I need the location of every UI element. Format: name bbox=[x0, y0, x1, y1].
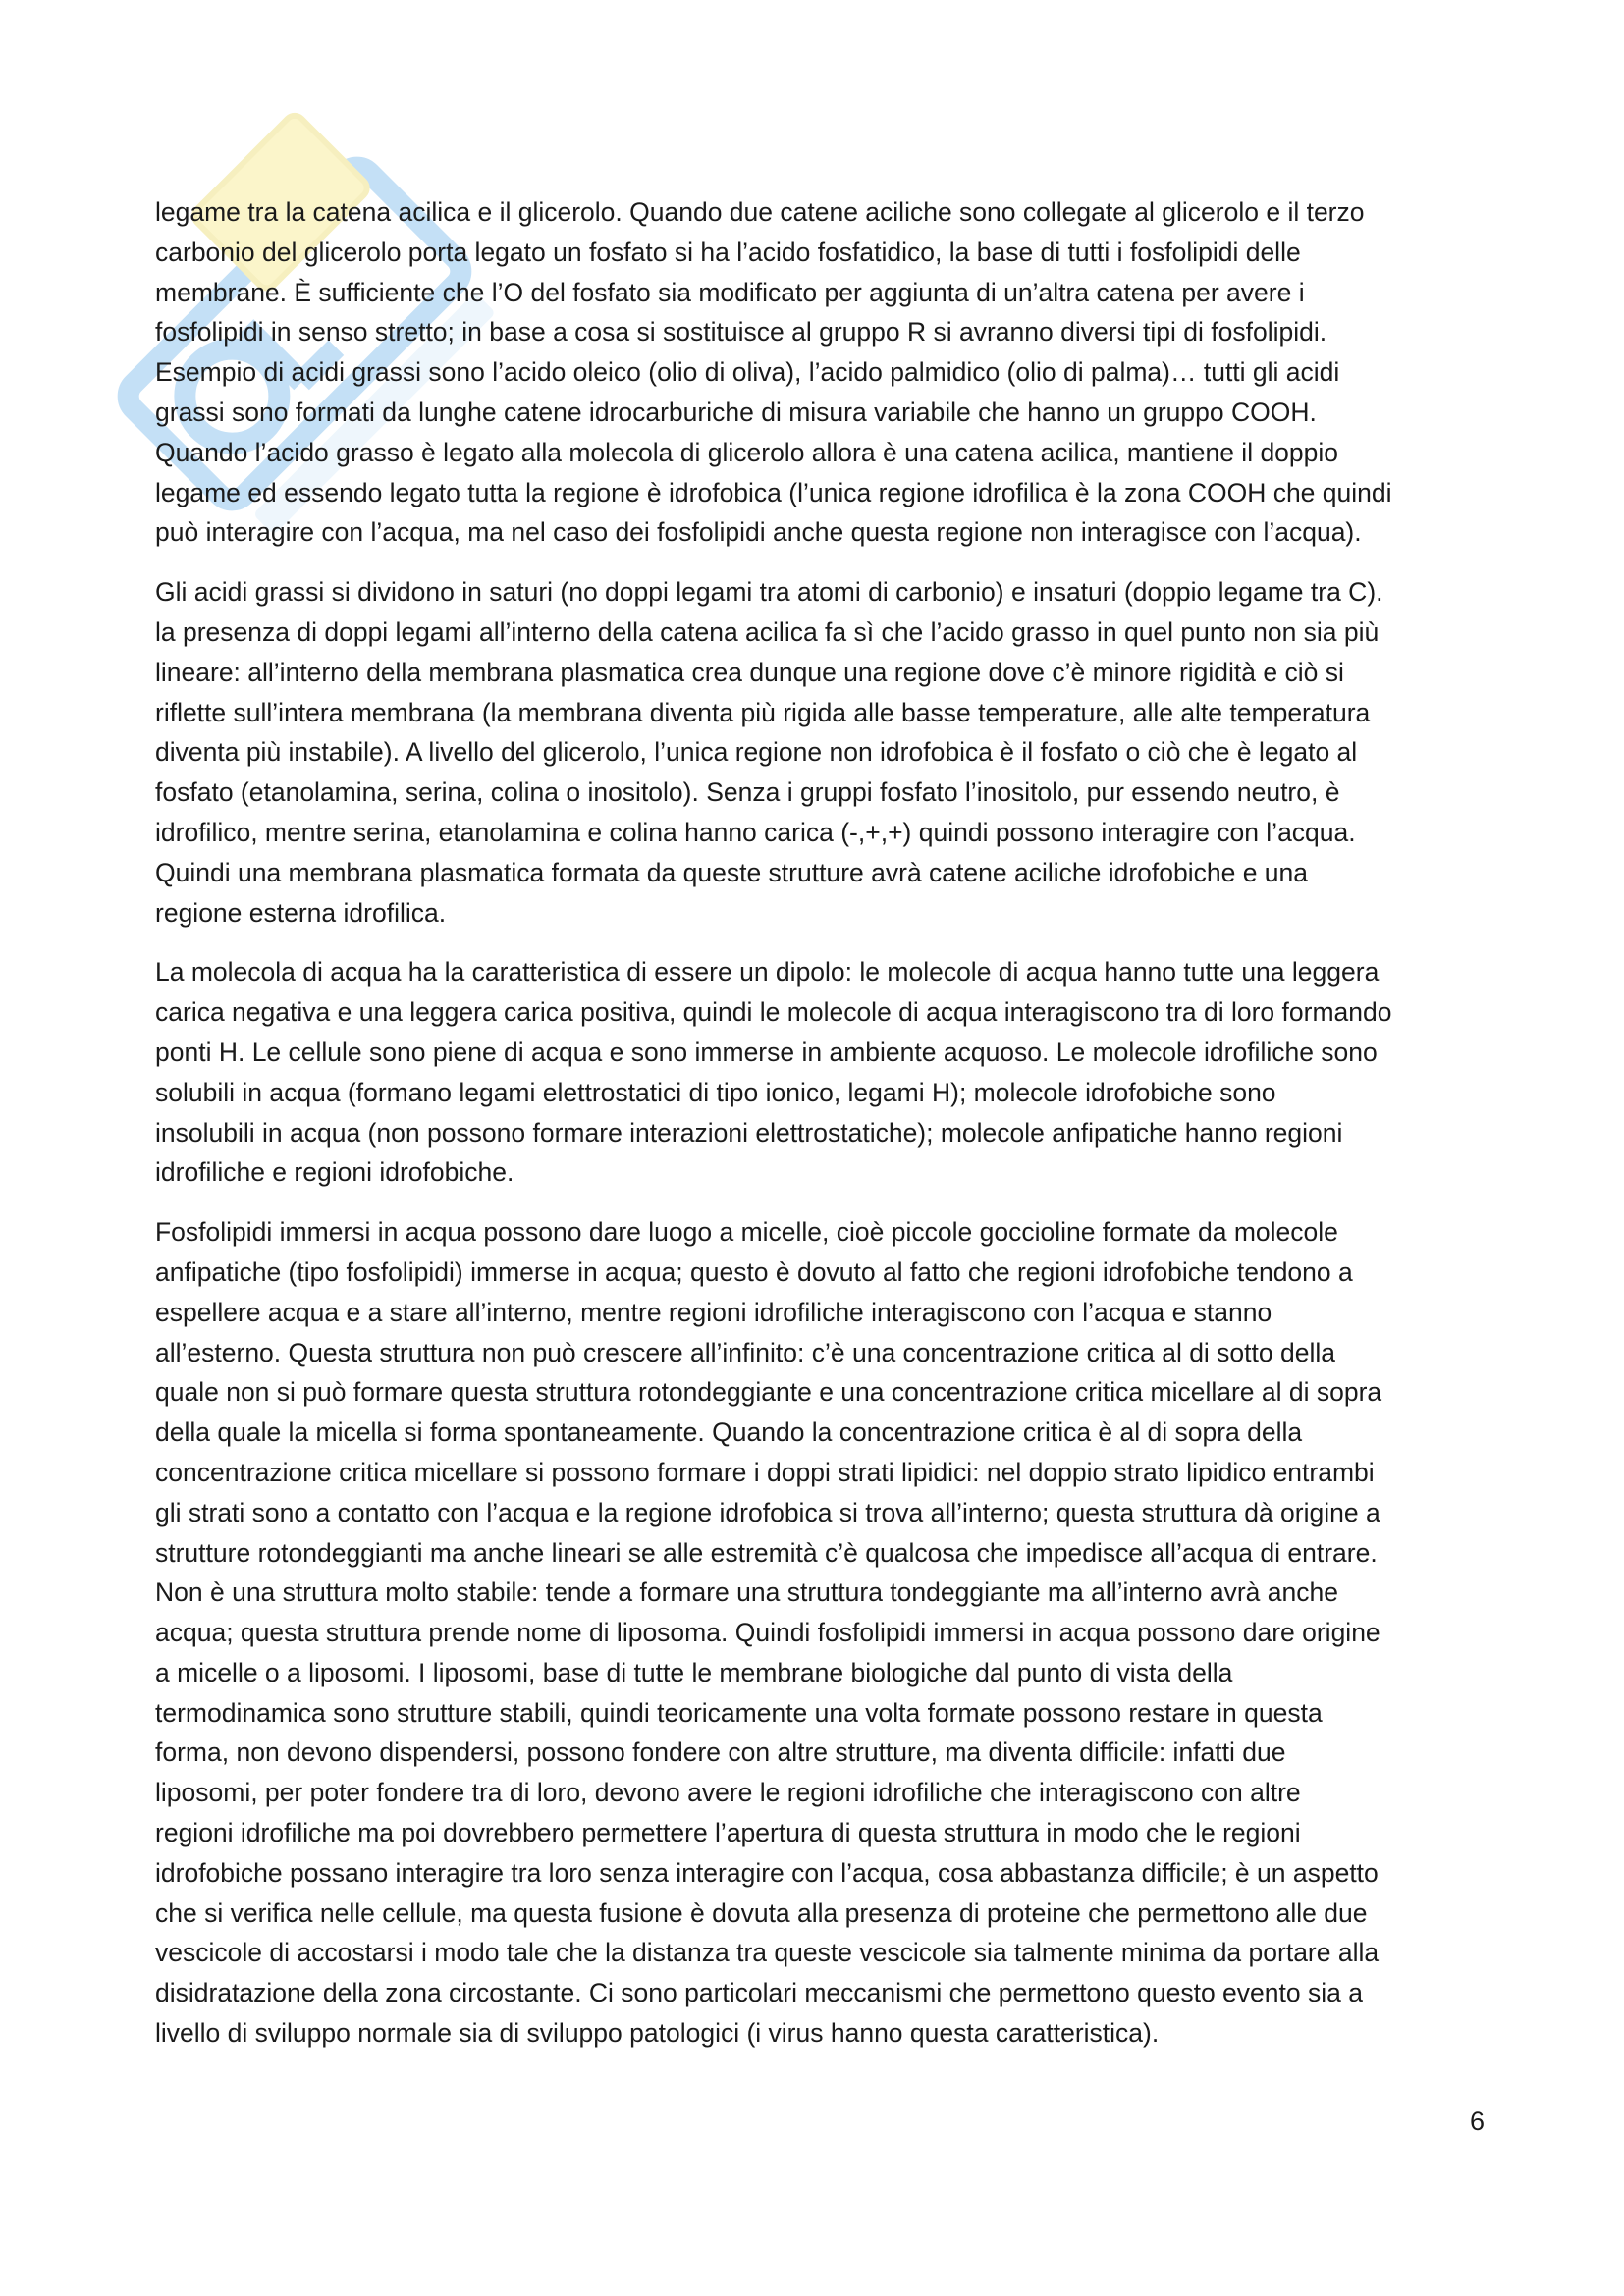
text-line: membrane. È sufficiente che l’O del fosfato sia modificato per aggiunta di un’altra catena per avere i bbox=[155, 277, 1305, 307]
text-line: diventa più instabile). A livello del glicerolo, l’unica regione non idrofobica è il fosfato o ciò che è legato al bbox=[155, 737, 1358, 768]
text-line: lineare: all’interno della membrana plasmatica crea dunque una regione dove c’è minore rigidità e ciò si bbox=[155, 657, 1344, 687]
text-line: La molecola di acqua ha la caratteristica di essere un dipolo: le molecole di acqua hanno tutte una leggera bbox=[155, 957, 1380, 988]
text-line: fosfato (etanolamina, serina, colina o inositolo). Senza i gruppi fosfato l’inositolo, pur essendo neutro, è bbox=[155, 777, 1340, 808]
text-line: disidratazione della zona circostante. Ci sono particolari meccanismi che permettono questo evento sia a bbox=[155, 1978, 1363, 2008]
text-line: Fosfolipidi immersi in acqua possono dare luogo a micelle, cioè piccole goccioline formate da molecole bbox=[155, 1217, 1338, 1248]
text-line: Gli acidi grassi si dividono in saturi (no doppi legami tra atomi di carbonio) e insaturi (doppio legame tra C). bbox=[155, 577, 1383, 608]
paragraph-3 bbox=[155, 952, 1485, 1193]
text-line: gli strati sono a contatto con l’acqua e la regione idrofobica si trova all’interno; questa struttura dà origine a bbox=[155, 1497, 1380, 1527]
text-line: regioni idrofiliche ma poi dovrebbero permettere l’apertura di questa struttura in modo che le regioni bbox=[155, 1818, 1301, 1848]
text-line: forma, non devono dispendersi, possono fondere con altre strutture, ma diventa difficile: infatti due bbox=[155, 1737, 1286, 1768]
text-line: strutture rotondeggianti ma anche lineari se alle estremità c’è qualcosa che impedisce all’acqua di entrare. bbox=[155, 1537, 1378, 1568]
text-line: carica negativa e una leggera carica positiva, quindi le molecole di acqua interagiscono tra di loro formando bbox=[155, 997, 1392, 1028]
paragraph-4 bbox=[155, 1212, 1485, 2054]
text-line: Quando l’acido grasso è legato alla molecola di glicerolo allora è una catena acilica, mantiene il doppio bbox=[155, 437, 1339, 467]
text-line: ponti H. Le cellule sono piene di acqua e sono immerse in ambiente acquoso. Le molecole idrofiliche sono bbox=[155, 1037, 1378, 1067]
text-line: solubili in acqua (formano legami elettrostatici di tipo ionico, legami H); molecole idrofobiche sono bbox=[155, 1077, 1276, 1107]
text-line: legame ed essendo legato tutta la regione è idrofobica (l’unica regione idrofilica è la zona COOH che quindi bbox=[155, 477, 1392, 507]
text-line: della quale la micella si forma spontaneamente. Quando la concentrazione critica è al di sopra della bbox=[155, 1417, 1303, 1448]
paragraph-2 bbox=[155, 572, 1485, 933]
text-line: insolubili in acqua (non possono formare interazioni elettrostatiche); molecole anfipatiche hanno regioni bbox=[155, 1117, 1343, 1148]
text-line: che si verifica nelle cellule, ma questa fusione è dovuta alla presenza di proteine che permettono alle due bbox=[155, 1897, 1368, 1928]
text-line: idrofilico, mentre serina, etanolamina e colina hanno carica (-,+,+) quindi possono interagire con l’acqua. bbox=[155, 817, 1356, 847]
text-line: livello di sviluppo normale sia di sviluppo patologici (i virus hanno questa caratteristica). bbox=[155, 2018, 1160, 2049]
text-line: concentrazione critica micellare si possono formare i doppi strati lipidici: nel doppio strato lipidico entrambi bbox=[155, 1457, 1375, 1487]
text-line: idrofobiche possano interagire tra loro senza interagire con l’acqua, cosa abbastanza difficile; è un aspetto bbox=[155, 1857, 1379, 1888]
paragraph-1 bbox=[155, 192, 1485, 553]
text-line: Non è una struttura molto stabile: tende a formare una struttura tondeggiante ma all’interno avrà anche bbox=[155, 1577, 1338, 1608]
text-line: all’esterno. Questa struttura non può crescere all’infinito: c’è una concentrazione critica al di sotto della bbox=[155, 1337, 1335, 1367]
text-line: liposomi, per poter fondere tra di loro, devono avere le regioni idrofiliche che interagiscono con altre bbox=[155, 1778, 1301, 1808]
text-line: idrofiliche e regioni idrofobiche. bbox=[155, 1157, 514, 1188]
text-line: Quindi una membrana plasmatica formata da queste strutture avrà catene aciliche idrofobiche e una bbox=[155, 857, 1309, 887]
text-line: grassi sono formati da lunghe catene idrocarburiche di misura variabile che hanno un gruppo COOH. bbox=[155, 397, 1317, 427]
document-body bbox=[155, 192, 1485, 2073]
text-line: regione esterna idrofilica. bbox=[155, 897, 447, 928]
text-line: vescicole di accostarsi i modo tale che la distanza tra queste vescicole sia talmente minima da portare alla bbox=[155, 1938, 1380, 1968]
text-line: acqua; questa struttura prende nome di liposoma. Quindi fosfolipidi immersi in acqua possono dare origine bbox=[155, 1618, 1380, 1648]
text-line: riflette sull’intera membrana (la membrana diventa più rigida alle basse temperature, alle alte temperatura bbox=[155, 697, 1371, 727]
text-line: a micelle o a liposomi. I liposomi, base di tutte le membrane biologiche dal punto di vista della bbox=[155, 1657, 1233, 1687]
text-line: Esempio di acidi grassi sono l’acido oleico (olio di oliva), l’acido palmidico (olio di palma)… tutti gli acidi bbox=[155, 357, 1340, 388]
page-number: 6 bbox=[1469, 2107, 1485, 2136]
text-line: può interagire con l’acqua, ma nel caso dei fosfolipidi anche questa regione non interagisce con l’acqua). bbox=[155, 517, 1362, 548]
text-line: anfipatiche (tipo fosfolipidi) immerse in acqua; questo è dovuto al fatto che regioni idrofobiche tendono a bbox=[155, 1256, 1353, 1287]
text-line: termodinamica sono strutture stabili, quindi teoricamente una volta formate possono restare in questa bbox=[155, 1697, 1323, 1728]
text-line: legame tra la catena acilica e il glicerolo. Quando due catene aciliche sono collegate al glicerolo e il terzo bbox=[155, 197, 1365, 227]
text-line: espellere acqua e a stare all’interno, mentre regioni idrofiliche interagiscono con l’acqua e stanno bbox=[155, 1297, 1272, 1327]
text-line: la presenza di doppi legami all’interno della catena acilica fa sì che l’acido grasso in quel punto non sia più bbox=[155, 616, 1380, 647]
text-line: quale non si può formare questa struttura rotondeggiante e una concentrazione critica micellare al di sopra bbox=[155, 1377, 1382, 1408]
text-line: carbonio del glicerolo porta legato un fosfato si ha l’acido fosfatidico, la base di tutti i fosfolipidi delle bbox=[155, 237, 1301, 267]
text-line: fosfolipidi in senso stretto; in base a cosa si sostituisce al gruppo R si avranno diversi tipi di fosfolipidi. bbox=[155, 317, 1327, 347]
